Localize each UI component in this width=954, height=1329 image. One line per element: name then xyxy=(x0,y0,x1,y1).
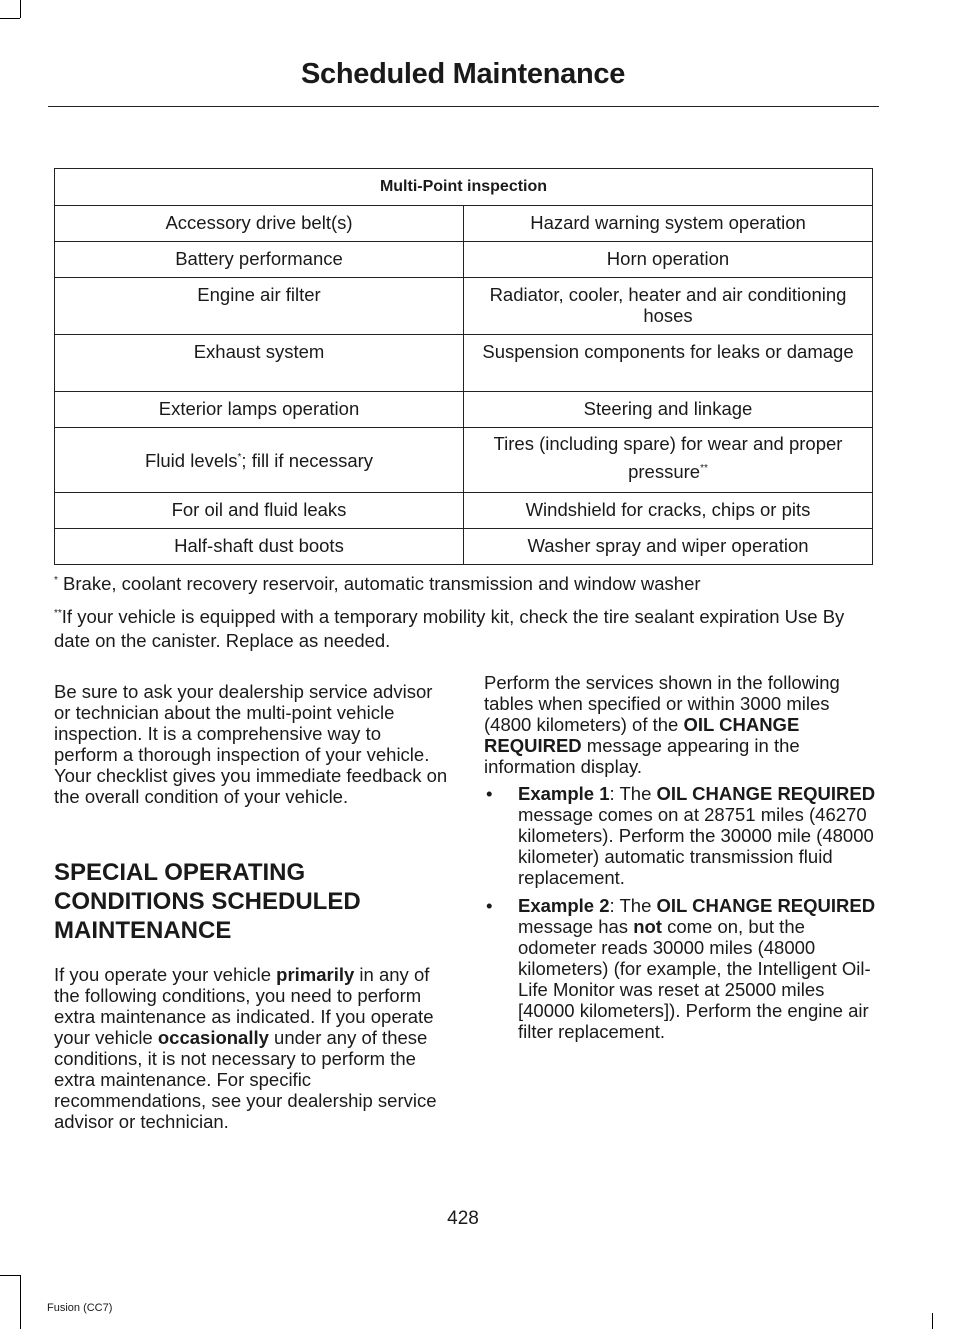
perform-paragraph xyxy=(484,672,879,777)
conditions-paragraph xyxy=(54,964,449,1132)
text-run: : The xyxy=(609,895,657,916)
table-cell: Horn operation xyxy=(464,242,873,278)
table-cell: Engine air filter xyxy=(55,278,464,335)
multi-point-inspection-table xyxy=(54,168,873,565)
emphasis-primarily: primarily xyxy=(276,964,355,985)
title-divider xyxy=(48,106,879,107)
list-item xyxy=(484,895,879,1042)
page-number: 428 xyxy=(447,1208,479,1229)
cell-text: Fluid levels xyxy=(144,449,238,471)
table-row xyxy=(55,278,873,335)
footnote xyxy=(54,605,879,653)
table-row xyxy=(55,529,873,565)
footnote-text: Brake, coolant recovery reservoir, automatic transmission and window washer xyxy=(57,573,701,594)
bullet-icon: • xyxy=(486,895,493,916)
example-label: Example 1 xyxy=(518,783,610,804)
advisor-paragraph xyxy=(54,681,449,807)
text-run: under any of these conditions, it is not necessary to perform the extra maintenance. For specific recommendations, see your dealership service advisor or technician. xyxy=(54,1027,437,1132)
footnote-text: If your vehicle is equipped with a temporary mobility kit, check the tire sealant expiration Use By date on the canister. Replace as needed. xyxy=(54,606,845,651)
footnote-marker: * xyxy=(237,451,242,463)
list-item xyxy=(484,783,879,888)
page-title: Scheduled Maintenance xyxy=(300,58,626,90)
cell-text: ; fill if necessary xyxy=(241,449,374,471)
table-cell xyxy=(55,428,464,493)
crop-mark xyxy=(0,18,20,19)
table-row xyxy=(55,206,873,242)
text-run: come on, but the odometer reads 30000 miles (48000 kilometers) (for example, the Intelligent Oil-Life Monitor was reset at 25000 miles [40000 kilometers]). Perform the engine air filter replacement. xyxy=(518,916,871,1042)
footnote-marker: * xyxy=(54,574,58,586)
text-run: message appearing in the information display. xyxy=(484,735,800,777)
text-run: : The xyxy=(609,783,657,804)
text-run: message has xyxy=(518,916,634,937)
table-cell: Steering and linkage xyxy=(464,392,873,428)
crop-mark xyxy=(932,1313,933,1329)
text-run: Perform the services shown in the following tables when specified or within 3000 miles (4800 kilometers) of the xyxy=(484,672,840,735)
bullet-icon: • xyxy=(486,783,493,804)
table-cell: Exhaust system xyxy=(55,335,464,392)
table-cell xyxy=(464,428,873,493)
table-row xyxy=(55,428,873,493)
example-label: Example 2 xyxy=(518,895,610,916)
table-cell: Windshield for cracks, chips or pits xyxy=(464,493,873,529)
text-run: message comes on at 28751 miles (46270 kilometers). Perform the 30000 mile (48000 kilometer) automatic transmission fluid replacement. xyxy=(518,804,874,888)
examples-list xyxy=(484,783,879,1049)
crop-mark xyxy=(20,1275,21,1329)
footnote xyxy=(54,572,879,596)
text-run: in any of the following conditions, you need to perform extra maintenance as indicated. If you operate your vehicle xyxy=(54,964,434,1048)
document-id: Fusion (CC7) xyxy=(47,1302,113,1314)
table-cell: Radiator, cooler, heater and air conditioning hoses xyxy=(464,278,873,335)
table-cell: For oil and fluid leaks xyxy=(55,493,464,529)
section-heading: SPECIAL OPERATING CONDITIONS SCHEDULED MAINTENANCE xyxy=(54,859,361,944)
cell-text: Tires (including spare) for wear and proper pressure xyxy=(493,433,843,482)
table-cell: Hazard warning system operation xyxy=(464,206,873,242)
emphasis-occasionally: occasionally xyxy=(157,1027,269,1048)
emphasis-not: not xyxy=(633,916,662,937)
paragraph-text xyxy=(54,964,449,1132)
footnote-marker: ** xyxy=(700,462,708,474)
crop-mark xyxy=(20,0,21,18)
table-cell: Accessory drive belt(s) xyxy=(55,206,464,242)
text-run: If you operate your vehicle xyxy=(54,964,277,985)
emphasis-message: OIL CHANGE REQUIRED xyxy=(656,895,876,916)
paragraph-text: Be sure to ask your dealership service advisor or technician about the multi-point vehicle inspection. It is a comprehensive way to perform a thorough inspection of your vehicle. Your checklist gives you immediate feedback on the overall condition of your vehicle. xyxy=(54,681,448,807)
table-row xyxy=(55,392,873,428)
table-cell: Washer spray and wiper operation xyxy=(464,529,873,565)
table-cell: Suspension components for leaks or damage xyxy=(464,335,873,392)
footnote-marker: ** xyxy=(54,607,62,619)
table-row xyxy=(55,242,873,278)
crop-mark xyxy=(0,1275,20,1276)
table-row xyxy=(55,335,873,392)
table-cell: Half-shaft dust boots xyxy=(55,529,464,565)
table-cell: Exterior lamps operation xyxy=(55,392,464,428)
emphasis-message: OIL CHANGE REQUIRED xyxy=(484,714,800,756)
table-row xyxy=(55,493,873,529)
emphasis-message: OIL CHANGE REQUIRED xyxy=(656,783,876,804)
paragraph-text xyxy=(484,672,879,777)
table-title: Multi-Point inspection xyxy=(55,169,873,206)
table-cell: Battery performance xyxy=(55,242,464,278)
